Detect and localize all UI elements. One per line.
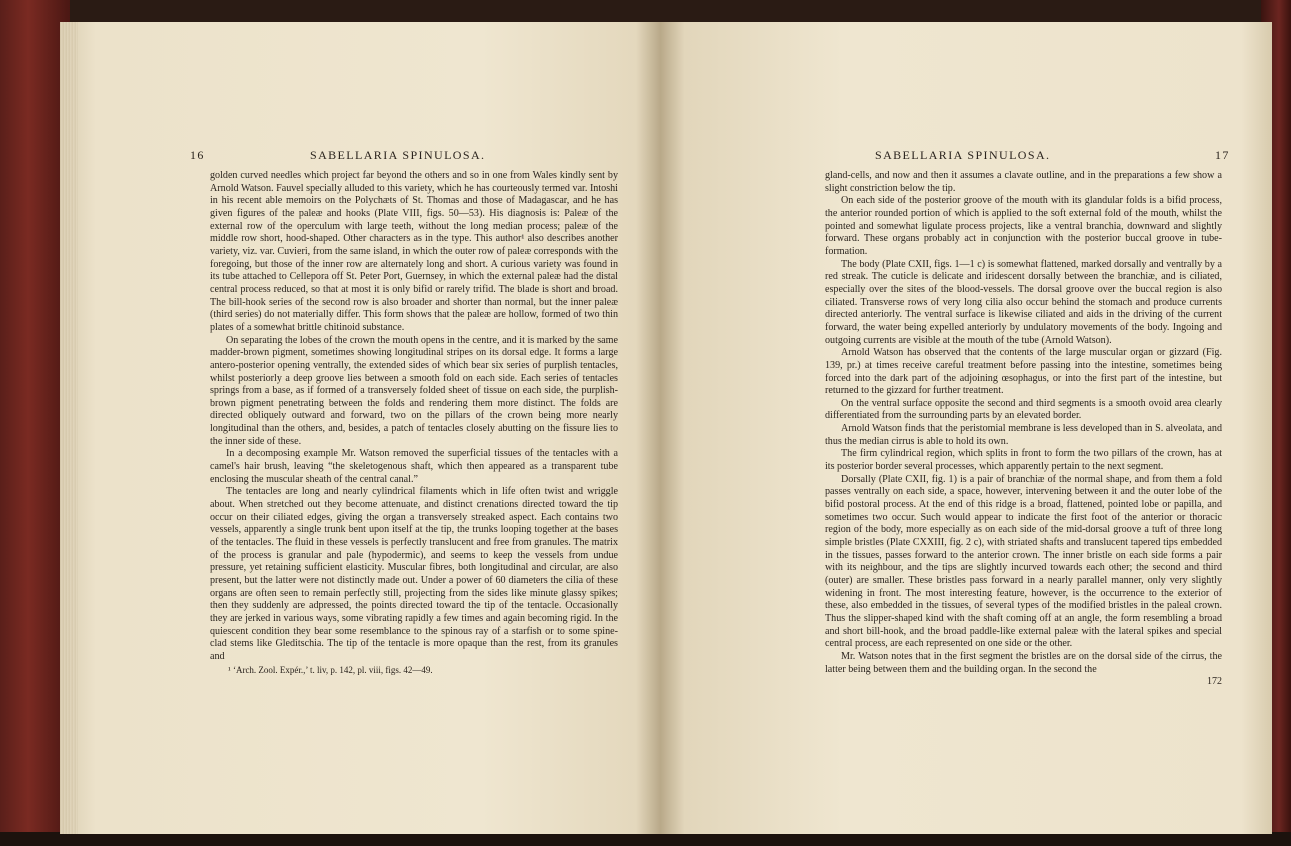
paragraph: The tentacles are long and nearly cylindrical filaments which in life often twist and wriggle about. When stretched out they become attenuate, and distinct crenations directed toward the tip occur on their ciliated edges, giving the organ a transversely streaked aspect. Each contains two vessels, apparently a single trunk bent upon itself at the tip, the trunks looping together at the bases of the tentacles. The fluid in these vessels is perfectly translucent and free from granules. The matrix of the process is granular and pale (hypodermic), and seems to keep the vessels from undue pressure, yet retaining sufficient elasticity. Muscular fibres, both longitudinal and circular, are also present, but the latter were not distinctly made out. Under a power of 60 diameters the cilia of these organs are often seen to remain perfectly still, projecting from the sides like minute glassy spikes; then they suddenly are adpressed, the points directed toward the tip of the tentacle. Occasionally they are jerked in various ways, some vibrating rapidly a few times and again becoming rigid. In the quiescent condition they bear some resemblance to the spinous ray of a starfish or to some spine-clad stems like Gleditschia. The tip of the tentacle is more opaque than the rest, from its granules and bbox=[210, 486, 618, 662]
left-page-number: 16 bbox=[190, 148, 205, 162]
left-running-title: SABELLARIA SPINULOSA. bbox=[310, 148, 486, 162]
footnote: ¹ ‘Arch. Zool. Expér.,’ t. liv, p. 142, pl. viii, figs. 42—49. bbox=[228, 664, 433, 675]
right-page bbox=[660, 22, 1272, 834]
paragraph: Arnold Watson has observed that the contents of the large muscular organ or gizzard (Fig. 139, pr.) at times receive careful treatment before passing into the intestine, sometimes being forced into the dark part of the adjoining œsophagus, or into the first part of the intestine, but returned to the gizzard for further treatment. bbox=[825, 347, 1222, 397]
paragraph: Dorsally (Plate CXII, fig. 1) is a pair of branchiæ of the normal shape, and from them a fold passes ventrally on each side, a space, however, intervening between it and the outer lobe of the bifid postoral process. At the end of this ridge is a broad, flattened, pointed lobe or papilla, and sometimes two occur. Such would appear to indicate the first foot of the anterior or thoracic region of the body, more especially as on each side of the mid-dorsal groove a tuft of three long simple bristles (Plate CXXIII, fig. 2 c), with striated shafts and translucent tapered tips embedded in the tissues, passes forward to the anterior crown. The inner bristle on each side forms a pair with its neighbour, and the tips are slightly incurved towards each other; the second and third (outer) are smaller. These bristles pass forward in a nearly parallel manner, only very slightly widening in front. The most interesting feature, however, is the occurrence to the exterior of these, also embedded in the tissues, of several types of the modified bristles in the paleal crown. Thus the slipper-shaped kind with the shaft coming off at an angle, the form resembling a broad and short bill-hook, and the broad paddle-like external paleæ with the lateral spikes and special central process, are each represented on one side or the other. bbox=[825, 473, 1222, 650]
paragraph: On each side of the posterior groove of the mouth with its glandular folds is a bifid process, the anterior rounded portion of which is applied to the soft external fold of the mouth, whilst the pointed and somewhat ligulate process projects, like a ventral branchia, downward and slightly forward. These organs probably act in conjunction with the posterior buccal groove in tube-formation. bbox=[825, 195, 1222, 257]
paragraph: golden curved needles which project far beyond the others and so in one from Wales kindly sent by Arnold Watson. Fauvel specially alluded to this variety, which he has courteously termed var. Intoshi in his recent able memoirs on the Polychæts of St. Thomas and those of Madagascar, and he has given figures of the paleæ and hooks (Plate VIII, figs. 50—53). His diagnosis is: Paleæ of the external row of the operculum with large teeth, without the long median process; paleæ of the middle row short, hood-shaped. Other characters as in the type. This author¹ also describes another variety, viz. var. Cuvieri, from the same island, in which the outer row of paleæ corresponds with the foregoing, but those of the inner row are alternately long and short. A curious variety was found in its tube attached to Cellepora off St. Peter Port, Guernsey, in which the external paleæ had the distal central process reduced, so that at most it is only bifid or rarely trifid. The blade is short and broad. The bill-hook series of the second row is also broader and shorter than normal, but the inner paleæ (third series) do not materially differ. This form shows that the paleæ are hollow, formed of two thin plates of a somewhat brittle chitinoid substance. bbox=[210, 170, 618, 333]
book-bottom-edge bbox=[0, 832, 1291, 846]
paragraph: In a decomposing example Mr. Watson removed the superficial tissues of the tentacles with a camel's hair brush, leaving “the skeletogenous shaft, which then appeared as a transparent tube enclosing the muscular sheath of the central canal.” bbox=[210, 448, 618, 485]
paragraph: The firm cylindrical region, which splits in front to form the two pillars of the crown, has at its posterior border several processes, which apparently pertain to the next segment. bbox=[825, 448, 1222, 473]
paragraph: gland-cells, and now and then it assumes a clavate outline, and in the preparations a few show a slight constriction below the tip. bbox=[825, 170, 1222, 194]
page-edge-stack bbox=[60, 22, 78, 834]
right-running-title: SABELLARIA SPINULOSA. bbox=[875, 148, 1051, 162]
right-page-number: 17 bbox=[1215, 148, 1230, 162]
left-body-text bbox=[210, 170, 618, 676]
paragraph: The body (Plate CXII, figs. 1—1 c) is somewhat flattened, marked dorsally and ventrally by a red streak. The cuticle is delicate and iridescent dorsally between the branchiæ, and is ciliated, especially over the sites of the blood-vessels. The dorsal groove over the buccal region is also ciliated. Transverse rows of very long cilia also occur behind the stomach and produce currents directed anteriorly. The ventral surface is likewise ciliated and aids in the driving of the current forward, the water being expelled anteriorly by undulatory movements of the body. Ingoing and outgoing currents are visible at the mouth of the tube (Arnold Watson). bbox=[825, 258, 1222, 346]
paragraph: On separating the lobes of the crown the mouth opens in the centre, and it is marked by the same madder-brown pigment, sometimes showing longitudinal stripes on its dorsal edge. It forms a large antero-posterior opening ventrally, the extended sides of which bear six series of purplish tentacles, whilst posteriorly a deep groove lies between a smooth fold on each side. Each series of tentacles springs from a base, as if formed of a transversely folded sheet of tissue on each side, the purplish-brown pigment penetrating between the folds and rendering them more distinct. The folds are directed obliquely outward and forward, two on the pillars of the crown being more nearly longitudinal than the others, and, besides, a patch of tentacles closely abutting on the fissure lies to the inner side of these. bbox=[210, 334, 618, 447]
paragraph: Arnold Watson finds that the peristomial membrane is less developed than in S. alveolata, and thus the median cirrus is able to hold its own. bbox=[825, 423, 1222, 447]
right-body-text bbox=[825, 170, 1222, 689]
paragraph: On the ventral surface opposite the second and third segments is a smooth ovoid area clearly differentiated from the surrounding parts by an elevated border. bbox=[825, 397, 1222, 422]
signature-mark: 172 bbox=[1207, 676, 1222, 688]
left-page bbox=[60, 22, 660, 834]
paragraph: Mr. Watson notes that in the first segment the bristles are on the dorsal side of the cirrus, the latter being between them and the building organ. In the second the bbox=[825, 650, 1222, 675]
